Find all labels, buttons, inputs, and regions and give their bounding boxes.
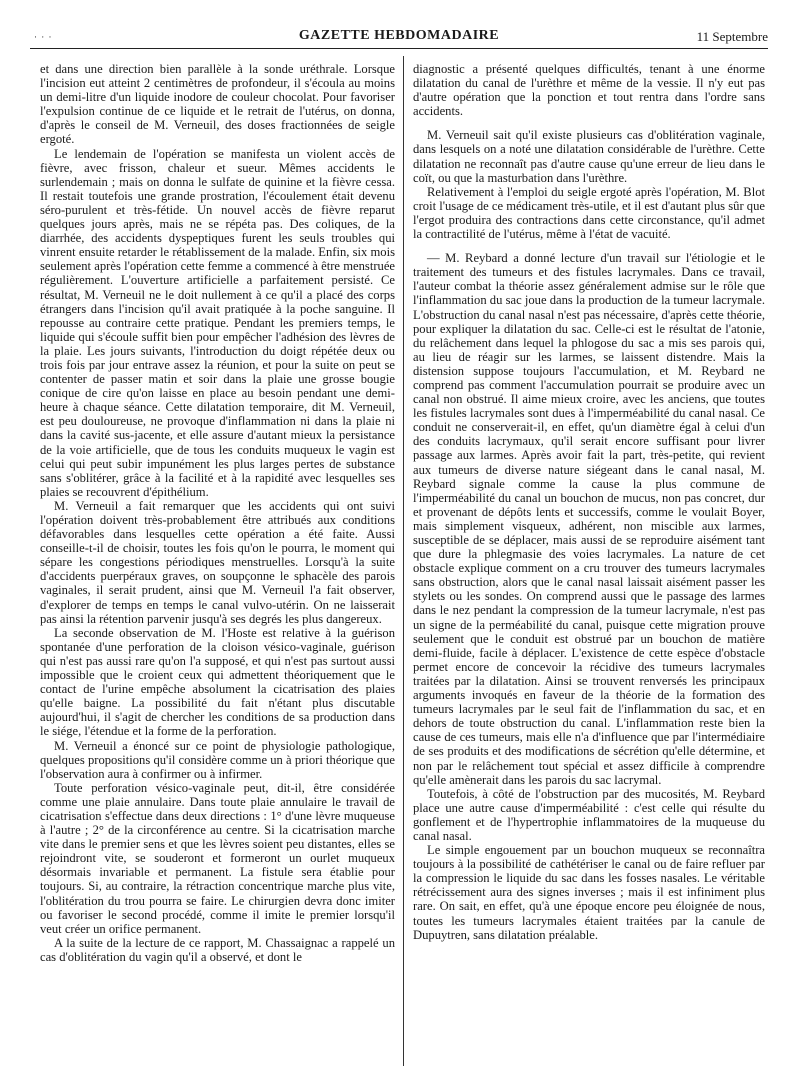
page-header (30, 28, 768, 46)
paragraph: Le simple engouement par un bouchon muqueux se reconnaîtra toujours à la possibilité de cathétériser le canal ou de faire refluer par la compression le liquide du sac dans les fosses nasales. Le véritable rétrécissement aura des signes inverses ; mais il est infiniment plus rare. On sait, en effet, qu'à une époque encore peu éloignée de nous, toutes les tumeurs lacrymales étaient traitées par la canule de Dupuytren, sans dilatation préalable. (413, 843, 765, 942)
right-column (413, 62, 765, 1062)
left-column (40, 62, 395, 1062)
paragraph: La seconde observation de M. l'Hoste est relative à la guérison spontanée d'une perforation de la cloison vésico-vaginale, guérison qui n'est pas aussi rare qu'on l'a supposé, et qui n'est pas surtout aussi impossible que le croient ceux qui admettent théoriquement que le contact de l'urine empêche absolument la cicatrisation des plaies qu'elle baigne. La possibilité du fait n'étant plus discutable aujourd'hui, il s'agit de chercher les conditions de sa production dans le siége, l'étendue et la forme de la perforation. (40, 625, 395, 739)
header-rule (30, 48, 768, 49)
page-number: · · · (34, 32, 53, 42)
paragraph: et dans une direction bien parallèle à la sonde uréthrale. Lorsque l'incision eut atteint 2 centimètres de profondeur, il s'écoula au moins un demi-litre d'un liquide inodore de couleur chocolat. Pour favoriser l'expulsion continue de ce liquide et le retrait de l'utérus, on donna, d'après le conseil de M. Verneuil, des doses fractionnées de seigle ergoté. (40, 62, 395, 147)
journal-title: GAZETTE HEBDOMADAIRE (298, 28, 500, 43)
paragraph: Relativement à l'emploi du seigle ergoté après l'opération, M. Blot croit l'usage de ce médicament très-utile, et il est d'autant plus sûr que l'ergot produira des contractions dans cette circonstance, qu'il admet la contractilité de l'utérus, même à l'état de vacuité. (413, 184, 765, 242)
issue-date: 11 Septembre (696, 29, 768, 44)
paragraph: M. Verneuil sait qu'il existe plusieurs cas d'oblitération vaginale, dans lesquels on a noté une dilatation considérable de l'urèthre. Cette dilatation ne reconnaît pas d'autre cause qu'une erreur de lieu dans le coït, ou que la masturbation dans l'urèthre. (413, 128, 765, 185)
paragraph: M. Verneuil a énoncé sur ce point de physiologie pathologique, quelques propositions qu'il considère comme un à priori théorique que l'observation aura à confirmer ou à infirmer. (40, 738, 395, 781)
paragraph: Le lendemain de l'opération se manifesta un violent accès de fièvre, avec frisson, chaleur et sueur. Mêmes accidents le surlendemain ; mais on donna le sulfate de quinine et la fièvre cessa. Il restait toutefois une grande prostration, l'écoulement était devenu séro-purulent et très-fétide. Un nouvel accès de fièvre reparut quelques jours après, mais ne se répéta pas. Des coliques, de la diarrhée, des accidents dyspeptiques furent les seuls troubles qui vinrent ensuite retarder le rétablissement de la malade. Enfin, six mois seulement après l'opération cette femme a commencé à être menstruée régulièrement. L'ouverture artificielle a parfaitement persisté. Ce résultat, M. Verneuil ne le doit nullement à ce qu'il a placé des corps étrangers dans l'incision qu'il avait pratiquée à la poche sanguine. Il repousse au contraire cette pratique. Pendant les premiers temps, le liquide qui s'écoule suffit bien pour empêcher l'adhésion des lèvres de la plaie. Les jours suivants, l'introduction du doigt répétée deux ou trois fois par jour entrave assez la réunion, et pour la suite on peut se contenter de passer matin et soir dans la plaie une grosse bougie conique de cire qu'on laisse en place au besoin pendant une demi-heure à chaque séance. Cette dilatation temporaire, dit M. Verneuil, est peu douloureuse, ne provoque d'inflammation ni dans la plaie ni dans la cavité sus-jacente, et elle assure d'autant mieux la persistance de la voie artificielle, que de tous les conduits muqueux le vagin est celui qui peut subir impunément les plus larges pertes de substance sans s'oblitérer, grâce à la facilité et à la rapidité avec lesquelles ses plaies se recouvrent d'épithélium. (40, 146, 395, 499)
paragraph: Toute perforation vésico-vaginale peut, dit-il, être considérée comme une plaie annulaire. Dans toute plaie annulaire le travail de cicatrisation s'effectue dans deux directions : 1° d'une lèvre muqueuse à l'autre ; 2° de la circonférence au centre. Si la cicatrisation marche vite dans le premier sens et que les lèvres soient peu distantes, elles se rejoindront vite, se souderont et formeront un ourlet muqueux désormais invariable et permanent. La fistule sera établie pour toujours. Si, au contraire, la rétraction concentrique marche plus vite, l'oblitération du trou pourra se faire. Le chirurgien devra donc imiter ou favoriser le second procédé, comme il imite le premier lorsqu'il veut créer un orifice permanent. (40, 780, 395, 936)
paragraph: A la suite de la lecture de ce rapport, M. Chassaignac a rappelé un cas d'oblitération du vagin qu'il a observé, et dont le (40, 935, 395, 964)
paragraph: Toutefois, à côté de l'obstruction par des mucosités, M. Reybard place une autre cause d'imperméabilité : c'est celle qui résulte du gonflement et de l'hypertrophie inflammatoires de la muqueuse du canal nasal. (413, 786, 765, 843)
paragraph: diagnostic a présenté quelques difficultés, tenant à une énorme dilatation du canal de l'urèthre et même de la vessie. Il n'y eut pas d'autre opération que la ponction et tout rentra dans l'ordre sans accidents. (413, 62, 765, 119)
column-divider (403, 56, 404, 1066)
paragraph: — M. Reybard a donné lecture d'un travail sur l'étiologie et le traitement des tumeurs et des fistules lacrymales. Dans ce travail, l'auteur combat la théorie assez généralement admise sur le rôle que l'inflammation du sac joue dans la production de la tumeur lacrymale. L'obstruction du canal nasal n'est pas nécessaire, d'après cette théorie, pour expliquer la dilatation du sac. Celle-ci est le résultat de l'atonie, du relâchement dans lequel la phlogose du sac a mis ses parois qui, au lieu de réagir sur les larmes, se laissent distendre. Mais la distension suppose toujours l'accumulation, et M. Reybard ne comprend pas comment l'accumulation pourrait se produire avec un canal non obstrué. Il aime mieux croire, avec les anciens, que toutes les fistules lacrymales sont dues à l'imperméabilité du canal nasal. Ce conduit ne conserverait-il, en effet, qu'un diamètre égal à celui d'un des conduits lacrymaux, qu'il serait encore suffisant pour livrer passage aux larmes. Après avoir fait la part, très-petite, qui revient aux tumeurs de diverse nature siégeant dans le canal nasal, M. Reybard signale comme la cause la plus commune de l'imperméabilité du canal un bouchon de mucus, non pas concret, dur et provenant de dépôts lents et successifs, comme le voulait Boyer, mais simplement visqueux, adhérent, non miscible aux larmes, susceptible de se déplacer, mais aussi de se reproduire aisément tant que dure la phlegmasie des voies lacrymales. La nature de cet obstacle explique comment on a cru trouver des tumeurs lacrymales sans obstruction, alors que le canal nasal laissait aisément passer les stylets ou les sondes. On comprend aussi que le passage des larmes dans le nez pendant la compression de la tumeur lacrymale, n'est pas un signe de la perméabilité du canal, puisque cette migration prouve seulement que le conduit est obstrué par un bouchon de matière demi-fluide, facile à déplacer. L'existence de cette espèce d'obstacle permet encore de concevoir la récidive des tumeurs lacrymales traitées par la dilatation. Ainsi se trouvent renversés les principaux arguments invoqués en faveur de la théorie de la formation des tumeurs lacrymales par le seul fait de l'inflammation du sac, et en dehors de toute obstruction du canal. L'inflammation reste bien la cause de ces tumeurs, mais elle n'a d'influence que par l'intermédiaire de ses produits et des modifications de sécrétion qu'elle détermine, et non par le relâchement tout spécial et assez difficile à comprendre qu'elle amènerait dans les parois du sac lacrymal. (413, 251, 765, 787)
paragraph: M. Verneuil a fait remarquer que les accidents qui ont suivi l'opération doivent très-probablement être attribués aux conditions défavorables dans lesquelles cette opération a été faite. Aussi conseille-t-il de choisir, toutes les fois qu'on le pourra, le moment qui sépare les congestions périodiques menstruelles. Lorsqu'à la suite d'accidents puerpéraux graves, on soupçonne le sphacèle des parois vaginales, il serait prudent, ainsi que M. Verneuil l'a fait observer, d'explorer de temps en temps le canal vulvo-utérin. On ne laisserait pas ainsi la rétention parvenir jusqu'à ses degrés les plus dangereux. (40, 498, 395, 626)
